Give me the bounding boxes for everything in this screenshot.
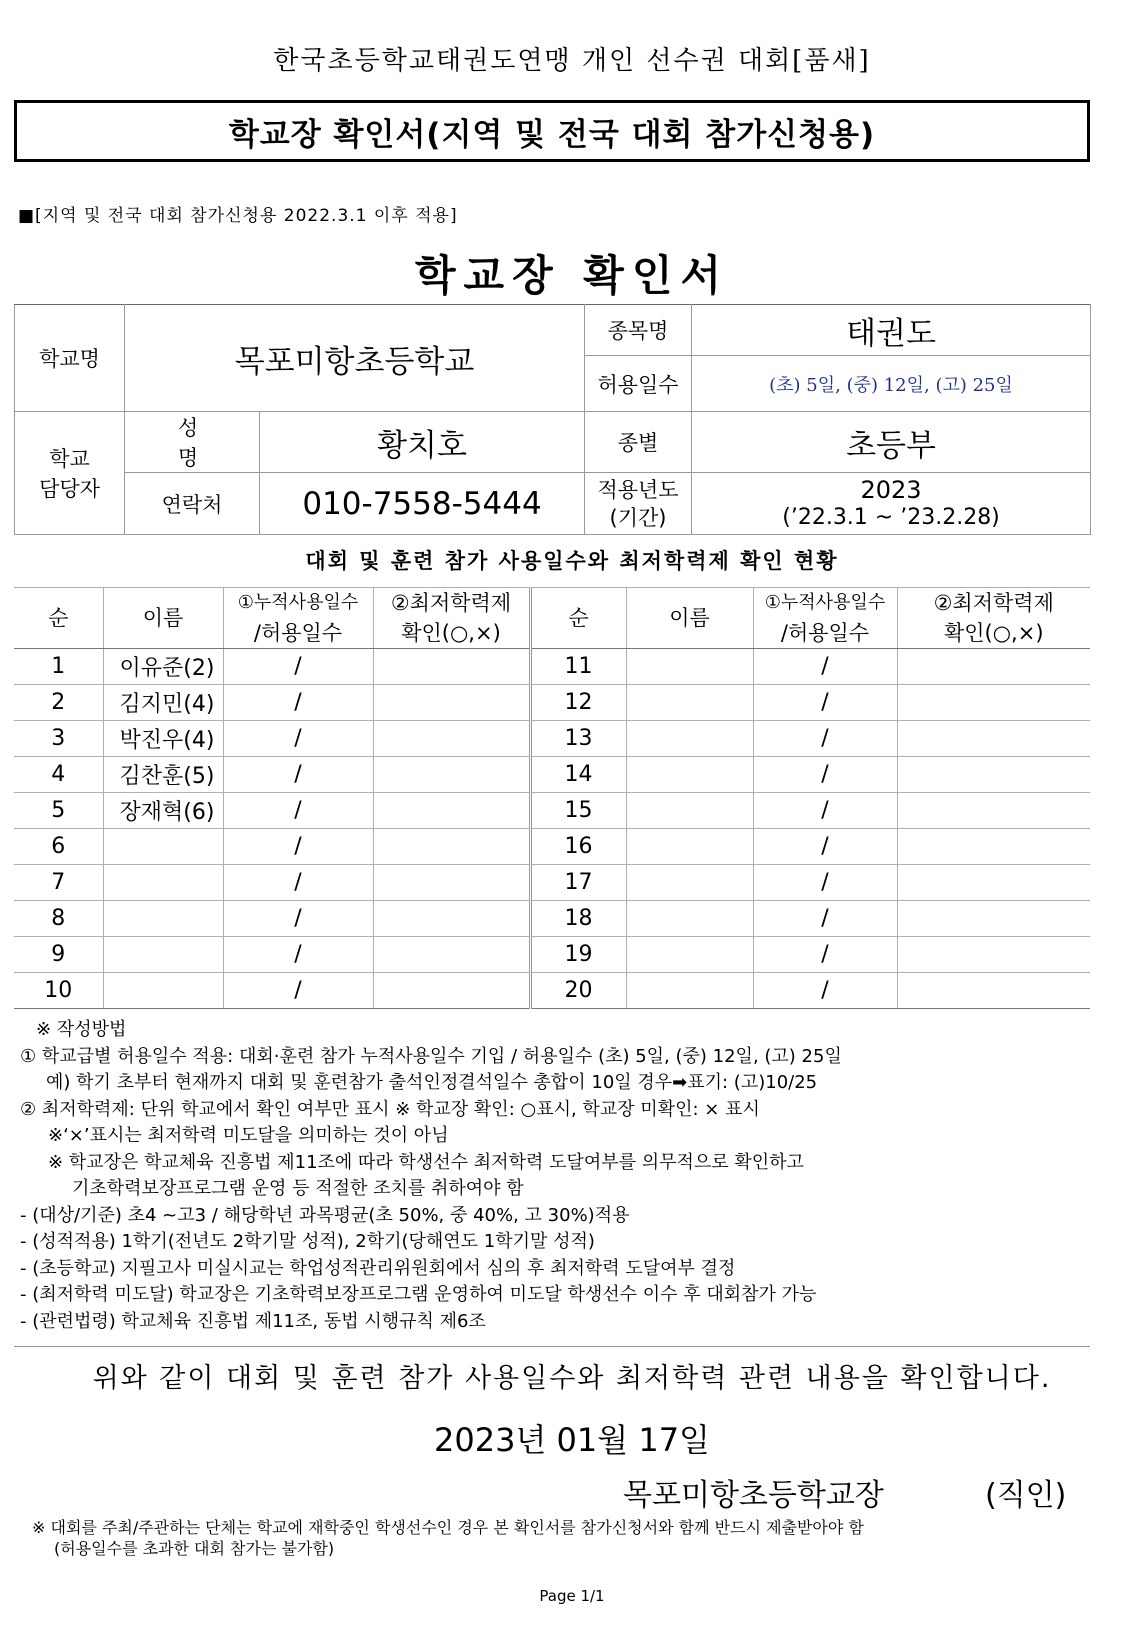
footer-note-line2: (허용일수를 초과한 대회 참가는 불가함) bbox=[54, 1539, 335, 1558]
manager-name: 황치호 bbox=[260, 412, 585, 473]
academic-check bbox=[373, 721, 530, 757]
header-days-2-line2: /허용일수 bbox=[780, 621, 870, 645]
row-number: 7 bbox=[14, 865, 103, 901]
table-row bbox=[14, 865, 1090, 901]
academic-check bbox=[373, 865, 530, 901]
row-number: 15 bbox=[530, 793, 626, 829]
contact-value: 010-7558-5444 bbox=[260, 473, 585, 535]
row-number: 8 bbox=[14, 901, 103, 937]
table-header-row bbox=[14, 588, 1090, 649]
header-academic-2-line1: ②최저학력제 bbox=[933, 591, 1054, 615]
days-used: / bbox=[753, 937, 897, 973]
detail-3: - (초등학교) 지필고사 미실시교는 학업성적관리위원회에서 심의 후 최저학력 도달여부 결정 bbox=[20, 1257, 736, 1279]
academic-check bbox=[897, 649, 1090, 685]
student-name: 장재혁(6) bbox=[103, 793, 223, 829]
days-used: / bbox=[753, 793, 897, 829]
header-academic-2-line2: 확인(○,×) bbox=[943, 621, 1044, 645]
academic-check bbox=[373, 793, 530, 829]
academic-check bbox=[897, 829, 1090, 865]
school-name: 목포미항초등학교 bbox=[125, 305, 585, 412]
title-box-text: 학교장 확인서(지역 및 전국 대회 참가신청용) bbox=[228, 116, 876, 153]
header-no-2: 순 bbox=[530, 588, 626, 649]
academic-check bbox=[373, 901, 530, 937]
row-number: 20 bbox=[530, 973, 626, 1009]
academic-check bbox=[897, 757, 1090, 793]
division-label: 종별 bbox=[585, 412, 692, 473]
student-name bbox=[626, 829, 753, 865]
header-academic bbox=[373, 588, 530, 649]
year-value: 2023 bbox=[860, 475, 922, 504]
days-used: / bbox=[223, 901, 373, 937]
days-used: / bbox=[753, 829, 897, 865]
days-used: / bbox=[223, 793, 373, 829]
confirmation-date: 2023년 01월 17일 bbox=[434, 1421, 710, 1459]
detail-1: - (대상/기준) 초4 ~고3 / 해당학년 과목평균(초 50%, 중 40%, 고 30%)적용 bbox=[20, 1204, 630, 1226]
days-used: / bbox=[753, 757, 897, 793]
student-name bbox=[626, 685, 753, 721]
academic-check bbox=[897, 793, 1090, 829]
academic-check bbox=[897, 721, 1090, 757]
days-used: / bbox=[753, 865, 897, 901]
row-number: 1 bbox=[14, 649, 103, 685]
row-number: 4 bbox=[14, 757, 103, 793]
student-name: 이유준(2) bbox=[103, 649, 223, 685]
info-table bbox=[14, 304, 1091, 535]
year-label-line2: (기간) bbox=[609, 505, 667, 530]
student-name bbox=[103, 901, 223, 937]
table-row bbox=[14, 973, 1090, 1009]
days-used: / bbox=[753, 721, 897, 757]
header-academic-line1: ②최저학력제 bbox=[390, 591, 512, 615]
days-used: / bbox=[223, 649, 373, 685]
days-used: / bbox=[223, 829, 373, 865]
detail-5: - (관련법령) 학교체육 진흥법 제11조, 동법 시행규칙 제6조 bbox=[20, 1310, 486, 1332]
academic-check bbox=[373, 829, 530, 865]
row-number: 18 bbox=[530, 901, 626, 937]
header-days-2 bbox=[753, 588, 897, 649]
instruction-3: ※‘×’표시는 최저학력 미도달을 의미하는 것이 아님 bbox=[48, 1125, 449, 1146]
instruction-4b: 기초학력보장프로그램 운영 등 적절한 조치를 취하여야 함 bbox=[72, 1178, 524, 1199]
days-used: / bbox=[753, 901, 897, 937]
academic-check bbox=[373, 973, 530, 1009]
header-academic-line2: 확인(○,×) bbox=[401, 621, 501, 645]
allowed-days-value: (초) 5일, (중) 12일, (고) 25일 bbox=[692, 356, 1091, 412]
detail-4: - (최저학력 미도달) 학교장은 기초학력보장프로그램 운영하여 미도달 학생선수 이수 후 대회참가 가능 bbox=[20, 1284, 817, 1305]
days-used: / bbox=[223, 973, 373, 1009]
academic-check bbox=[373, 937, 530, 973]
student-name: 박진우(4) bbox=[103, 721, 223, 757]
row-number: 10 bbox=[14, 973, 103, 1009]
section-title: 대회 및 훈련 참가 사용일수와 최저학력제 확인 현황 bbox=[305, 549, 839, 573]
confirmation-statement: 위와 같이 대회 및 훈련 참가 사용일수와 최저학력 관련 내용을 확인합니다. bbox=[92, 1363, 1052, 1394]
row-number: 5 bbox=[14, 793, 103, 829]
student-name bbox=[626, 649, 753, 685]
row-number: 6 bbox=[14, 829, 103, 865]
academic-check bbox=[373, 685, 530, 721]
event-label: 종목명 bbox=[585, 305, 692, 356]
student-name: 김찬훈(5) bbox=[103, 757, 223, 793]
name-label: 성 명 bbox=[125, 412, 260, 473]
academic-check bbox=[373, 649, 530, 685]
instructions bbox=[20, 1017, 1100, 1335]
days-used: / bbox=[223, 937, 373, 973]
instruction-1b: 예) 학기 초부터 현재까지 대회 및 훈련참가 출석인정결석일수 총합이 10일 경우➡표기: (고)10/25 bbox=[46, 1072, 818, 1093]
row-number: 11 bbox=[530, 649, 626, 685]
row-number: 3 bbox=[14, 721, 103, 757]
student-name bbox=[626, 793, 753, 829]
header-name-2: 이름 bbox=[626, 588, 753, 649]
days-used: / bbox=[753, 973, 897, 1009]
days-used: / bbox=[753, 649, 897, 685]
academic-check bbox=[897, 685, 1090, 721]
principal-signature-label: 목포미항초등학교장 bbox=[623, 1478, 884, 1513]
table-row bbox=[14, 685, 1090, 721]
header-days-2-line1: ①누적사용일수 bbox=[764, 592, 886, 613]
table-row bbox=[14, 937, 1090, 973]
instruction-1a: ① 학교급별 허용일수 적용: 대회·훈련 참가 누적사용일수 기입 / 허용일수 (초) 5일, (중) 12일, (고) 25일 bbox=[20, 1045, 842, 1067]
year-label-line1: 적용년도 bbox=[597, 477, 679, 502]
table-row bbox=[14, 901, 1090, 937]
row-number: 17 bbox=[530, 865, 626, 901]
participation-table bbox=[14, 587, 1090, 1009]
days-used: / bbox=[223, 721, 373, 757]
contact-label: 연락처 bbox=[125, 473, 260, 535]
division-value: 초등부 bbox=[692, 412, 1091, 473]
applicability-note: ■[지역 및 전국 대회 참가신청용 2022.3.1 이후 적용] bbox=[18, 206, 458, 226]
title-box bbox=[14, 100, 1090, 162]
table-row bbox=[14, 829, 1090, 865]
row-number: 14 bbox=[530, 757, 626, 793]
header-no: 순 bbox=[14, 588, 103, 649]
event-value: 태권도 bbox=[692, 305, 1091, 356]
student-name bbox=[626, 757, 753, 793]
header-academic-2 bbox=[897, 588, 1090, 649]
row-number: 2 bbox=[14, 685, 103, 721]
table-row bbox=[14, 793, 1090, 829]
header-name: 이름 bbox=[103, 588, 223, 649]
days-used: / bbox=[223, 685, 373, 721]
student-name bbox=[626, 865, 753, 901]
academic-check bbox=[897, 865, 1090, 901]
instruction-4a: ※ 학교장은 학교체육 진흥법 제11조에 따라 학생선수 최저학력 도달여부를 의무적으로 확인하고 bbox=[48, 1151, 804, 1173]
row-number: 9 bbox=[14, 937, 103, 973]
instructions-heading: ※ 작성방법 bbox=[36, 1019, 127, 1040]
header-days-line1: ①누적사용일수 bbox=[237, 592, 359, 613]
manager-label bbox=[15, 412, 125, 535]
header-days bbox=[223, 588, 373, 649]
footer-note-line1: ※ 대회를 주최/주관하는 단체는 학교에 재학중인 학생선수인 경우 본 확인서를 참가신청서와 함께 반드시 제출받아야 함 bbox=[32, 1518, 864, 1537]
table-row bbox=[14, 757, 1090, 793]
student-name bbox=[103, 865, 223, 901]
footer-note bbox=[32, 1517, 864, 1559]
table-row bbox=[14, 649, 1090, 685]
row-number: 13 bbox=[530, 721, 626, 757]
days-used: / bbox=[223, 757, 373, 793]
header-days-line2: /허용일수 bbox=[253, 621, 343, 645]
row-number: 12 bbox=[530, 685, 626, 721]
row-number: 16 bbox=[530, 829, 626, 865]
academic-check bbox=[897, 937, 1090, 973]
detail-2: - (성적적용) 1학기(전년도 2학기말 성적), 2학기(당해연도 1학기말 성적) bbox=[20, 1231, 595, 1252]
table-row bbox=[14, 721, 1090, 757]
document-title: 학교장 확인서 bbox=[414, 251, 730, 300]
period-value: (’22.3.1 ~ ’23.2.28) bbox=[782, 504, 1000, 530]
school-label: 학교명 bbox=[15, 305, 125, 412]
divider bbox=[14, 1346, 1090, 1347]
student-name bbox=[626, 937, 753, 973]
student-name bbox=[626, 721, 753, 757]
page-number: Page 1/1 bbox=[539, 1587, 605, 1605]
year-label bbox=[585, 473, 692, 535]
academic-check bbox=[897, 973, 1090, 1009]
academic-check bbox=[373, 757, 530, 793]
page-header: 한국초등학교태권도연맹 개인 선수권 대회[품새] bbox=[273, 46, 871, 76]
academic-check bbox=[897, 901, 1090, 937]
instruction-2: ② 최저학력제: 단위 학교에서 확인 여부만 표시 ※ 학교장 확인: ○표시, 학교장 미확인: × 표시 bbox=[20, 1098, 760, 1120]
days-used: / bbox=[223, 865, 373, 901]
student-name bbox=[103, 973, 223, 1009]
official-seal-label: (직인) bbox=[985, 1478, 1067, 1513]
row-number: 19 bbox=[530, 937, 626, 973]
manager-label-line1: 학교 bbox=[49, 447, 90, 471]
student-name bbox=[626, 973, 753, 1009]
student-name bbox=[103, 829, 223, 865]
manager-label-line2: 담당자 bbox=[39, 477, 100, 501]
student-name: 김지민(4) bbox=[103, 685, 223, 721]
days-used: / bbox=[753, 685, 897, 721]
student-name bbox=[103, 937, 223, 973]
allowed-days-label: 허용일수 bbox=[585, 356, 692, 412]
student-name bbox=[626, 901, 753, 937]
year-cell bbox=[692, 473, 1091, 535]
